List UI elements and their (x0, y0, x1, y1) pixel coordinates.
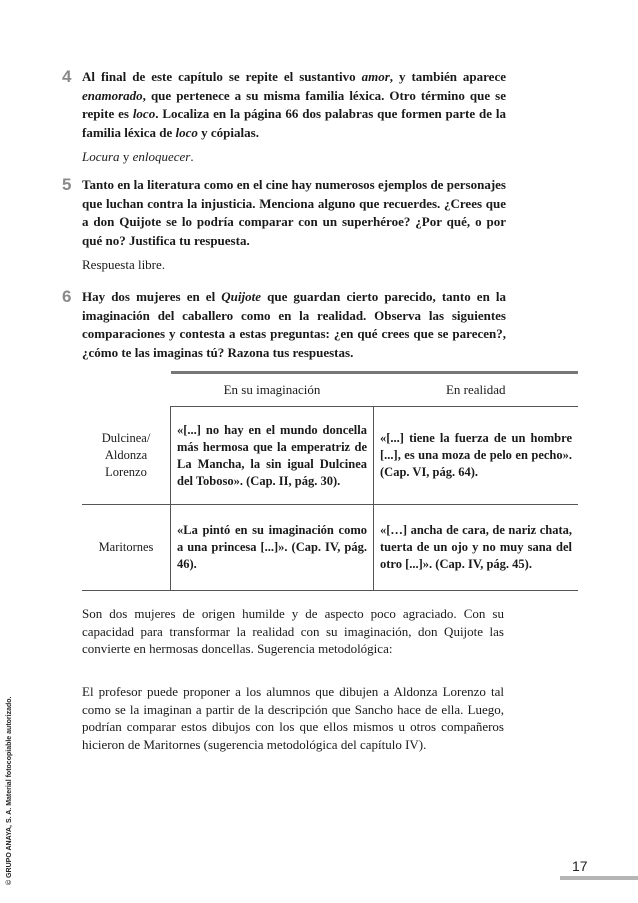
page-number: 17 (572, 858, 588, 874)
text-segment: , que pertenece a su misma familia léxica. Otro término que se repite es (82, 87, 506, 121)
column-header-imaginacion: En su imaginación (171, 373, 374, 407)
table-header-row (82, 373, 578, 407)
question-text (82, 68, 506, 142)
cell-realidad: «[…] ancha de cara, de nariz chata, tuerta de un ojo y no muy sana del otro [...]». (Cap. IV, pág. 45). (374, 505, 579, 591)
answer-paragraph: Son dos mujeres de origen humilde y de aspecto poco agraciado. Con su capacidad para transformar la realidad con su imaginación, don Quijote las convierte en hermosas doncellas. Sugerencia metodológica: (82, 606, 504, 656)
text-segment: . Localiza en la página 66 dos palabras que formen parte de la familia léxica de (82, 106, 506, 140)
italic-text: amor (361, 69, 390, 84)
table-row (82, 407, 578, 505)
comparison-table (82, 371, 578, 591)
text-segment: , y también aparece (389, 69, 506, 84)
answer-paragraph: El profesor puede proponer a los alumnos que dibujen a Aldonza Lorenzo tal como se la imaginan a partir de la descripción que Sancho hace de ella. Luego, podrían comparar estos dibujos con los que ellos mismos u otros compañeros hicieron de Maritornes (sugerencia metodológica del capítulo IV). (82, 684, 504, 752)
question-5 (62, 176, 506, 274)
cell-imaginacion: «La pintó en su imaginación como a una princesa [...]». (Cap. IV, pág. 46). (171, 505, 374, 591)
cell-imaginacion: «[...] no hay en el mundo doncella más hermosa que la emperatriz de La Mancha, la sin igual Dulcinea del Toboso». (Cap. II, pág. 30). (171, 407, 374, 505)
text-segment: y (119, 149, 133, 164)
text-segment: Respuesta libre. (82, 257, 166, 272)
question-number: 4 (62, 67, 72, 86)
cell-realidad: «[...] tiene la fuerza de un hombre [...], es una moza de pelo en pecho». (Cap. VI, pág. 64). (374, 407, 579, 505)
question-text (82, 176, 506, 250)
italic-text: loco (132, 106, 156, 121)
question-4 (62, 68, 506, 166)
page-number-bar (560, 876, 638, 880)
question-number: 6 (62, 287, 72, 306)
column-header-realidad: En realidad (374, 373, 579, 407)
text-segment: Al final de este capítulo se repite el sustantivo (82, 69, 362, 84)
italic-text: enloquecer (132, 149, 191, 164)
question-text (82, 288, 506, 362)
question-6 (62, 288, 506, 362)
text-segment: Hay dos mujeres en el (82, 289, 222, 304)
text-segment: . (190, 149, 194, 164)
question-answer (82, 256, 506, 274)
table-corner (82, 373, 171, 407)
text-segment: y cópialas. (197, 124, 259, 140)
italic-text: Locura (82, 149, 120, 164)
question-number: 5 (62, 175, 72, 194)
italic-text: loco (175, 124, 198, 140)
italic-text: Quijote (221, 289, 262, 304)
row-header: Maritornes (82, 505, 171, 591)
table-row (82, 505, 578, 591)
copyright-sidebar: © GRUPO ANAYA, S. A. Material fotocopiable autorizado. (6, 696, 13, 885)
question-answer (82, 148, 506, 166)
italic-text: enamorado (82, 87, 143, 103)
text-segment: Tanto en la literatura como en el cine hay numerosos ejemplos de personajes que luchan contra la injusticia. Menciona alguno que recuerdes. ¿Crees que a don Quijote se lo podría comparar con un superhéroe? ¿Por qué, o por qué no? Justifica tu respuesta. (82, 177, 506, 248)
text-segment: que guardan cierto parecido, tanto en la imaginación del caballero como en la realidad. Observa las siguientes comparaciones y contesta a estas preguntas: ¿en qué crees que se parecen?, ¿cómo te las imaginas tú? Razona tus respuestas. (82, 289, 507, 360)
row-header: Dulcinea/ Aldonza Lorenzo (82, 407, 171, 505)
